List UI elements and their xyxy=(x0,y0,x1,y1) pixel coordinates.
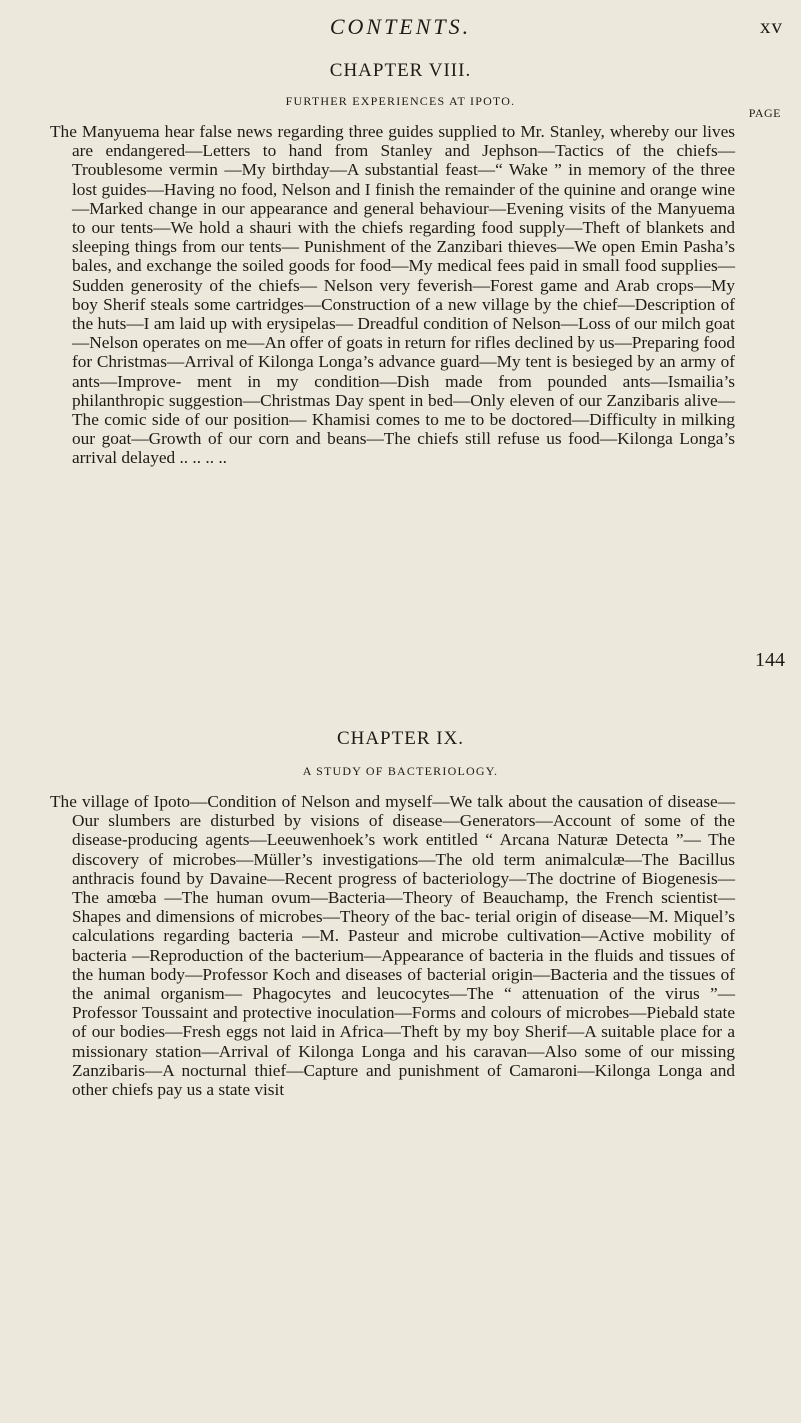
chapter-8-subtitle: FURTHER EXPERIENCES AT IPOTO. xyxy=(285,94,516,108)
chapter-9-title: CHAPTER IX. xyxy=(336,728,465,749)
chapter-8-page-number: 144 xyxy=(755,649,785,671)
chapter-8-summary: The Manyuema hear false news regarding three guides supplied to Mr. Stanley, whereby our lives are endangered—Letters to hand from Stanley and Jephson—Tactics of the chiefs—Troublesome vermin —My birthday—A substantial feast—“ Wake ” in memory of the three lost guides—Having no food, Nelson and I finish the remainder of the quinine and orange wine—Marked change in our appearance and general behaviour—Evening visits of the Manyuema to our tents—We hold a shauri with the chiefs regarding food supply—Theft of blankets and sleeping things from our tents— Punishment of the Zanzibari thieves—We open Emin Pasha’s bales, and exchange the soiled goods for food—My medical fees paid in small food supplies—Sudden generosity of the chiefs— Nelson very feverish—Forest game and Arab crops—My boy Sherif steals some cartridges—Construction of a new village by the chief—Description of the huts—I am laid up with erysipelas— Dreadful condition of Nelson—Loss of our milch goat—Nelson operates on me—An offer of goats in return for rifles declined by us—Preparing food for Christmas—Arrival of Kilonga Longa’s advance guard—My tent is besieged by an army of ants—Improve- ment in my condition—Dish made from pounded ants—Ismailia’s philanthropic suggestion—Christmas Day spent in bed—Only eleven of our Zanzibaris alive—The comic side of our position— Khamisi comes to me to be doctored—Difficulty in milking our goat—Growth of our corn and beans—The chiefs still refuse us food—Kilonga Longa’s arrival delayed .. .. .. .. xyxy=(50,122,735,468)
page-column-label: PAGE xyxy=(748,106,781,120)
running-head-title: CONTENTS. xyxy=(329,14,472,39)
chapter-9-subtitle: A STUDY OF BACTERIOLOGY. xyxy=(302,764,499,778)
page-folio: xv xyxy=(760,14,783,38)
running-head xyxy=(0,14,801,44)
chapter-8-title: CHAPTER VIII. xyxy=(329,60,472,81)
chapter-9-summary: The village of Ipoto—Condition of Nelson and myself—We talk about the causation of disease—Our slumbers are disturbed by visions of disease—Generators—Account of some of the disease-producing agents—Leeuwenhoek’s work entitled “ Arcana Naturæ Detecta ”— The discovery of microbes—Müller’s investigations—The old term animalculæ—The Bacillus anthracis found by Davaine—Recent progress of bacteriology—The doctrine of Biogenesis—The amœba —The human ovum—Bacteria—Theory of Beauchamp, the French scientist—Shapes and dimensions of microbes—Theory of the bac- terial origin of disease—M. Miquel’s calculations regarding bacteria —M. Pasteur and microbe cultivation—Active mobility of bacteria —Reproduction of the bacterium—Appearance of bacteria in the fluids and tissues of the human body—Professor Koch and diseases of bacterial origin—Bacteria and the tissues of the animal organism— Phagocytes and leucocytes—The “ attenuation of the virus ”— Professor Toussaint and protective inoculation—Forms and colours of microbes—Piebald state of our bodies—Fresh eggs not laid in Africa—Theft by my boy Sherif—A suitable place for a missionary station—Arrival of Kilonga Longa and his caravan—Also some of our missing Zanzibaris—A nocturnal thief—Capture and punishment of Camaroni—Kilonga Longa and other chiefs pay us a state visit xyxy=(50,792,735,1100)
